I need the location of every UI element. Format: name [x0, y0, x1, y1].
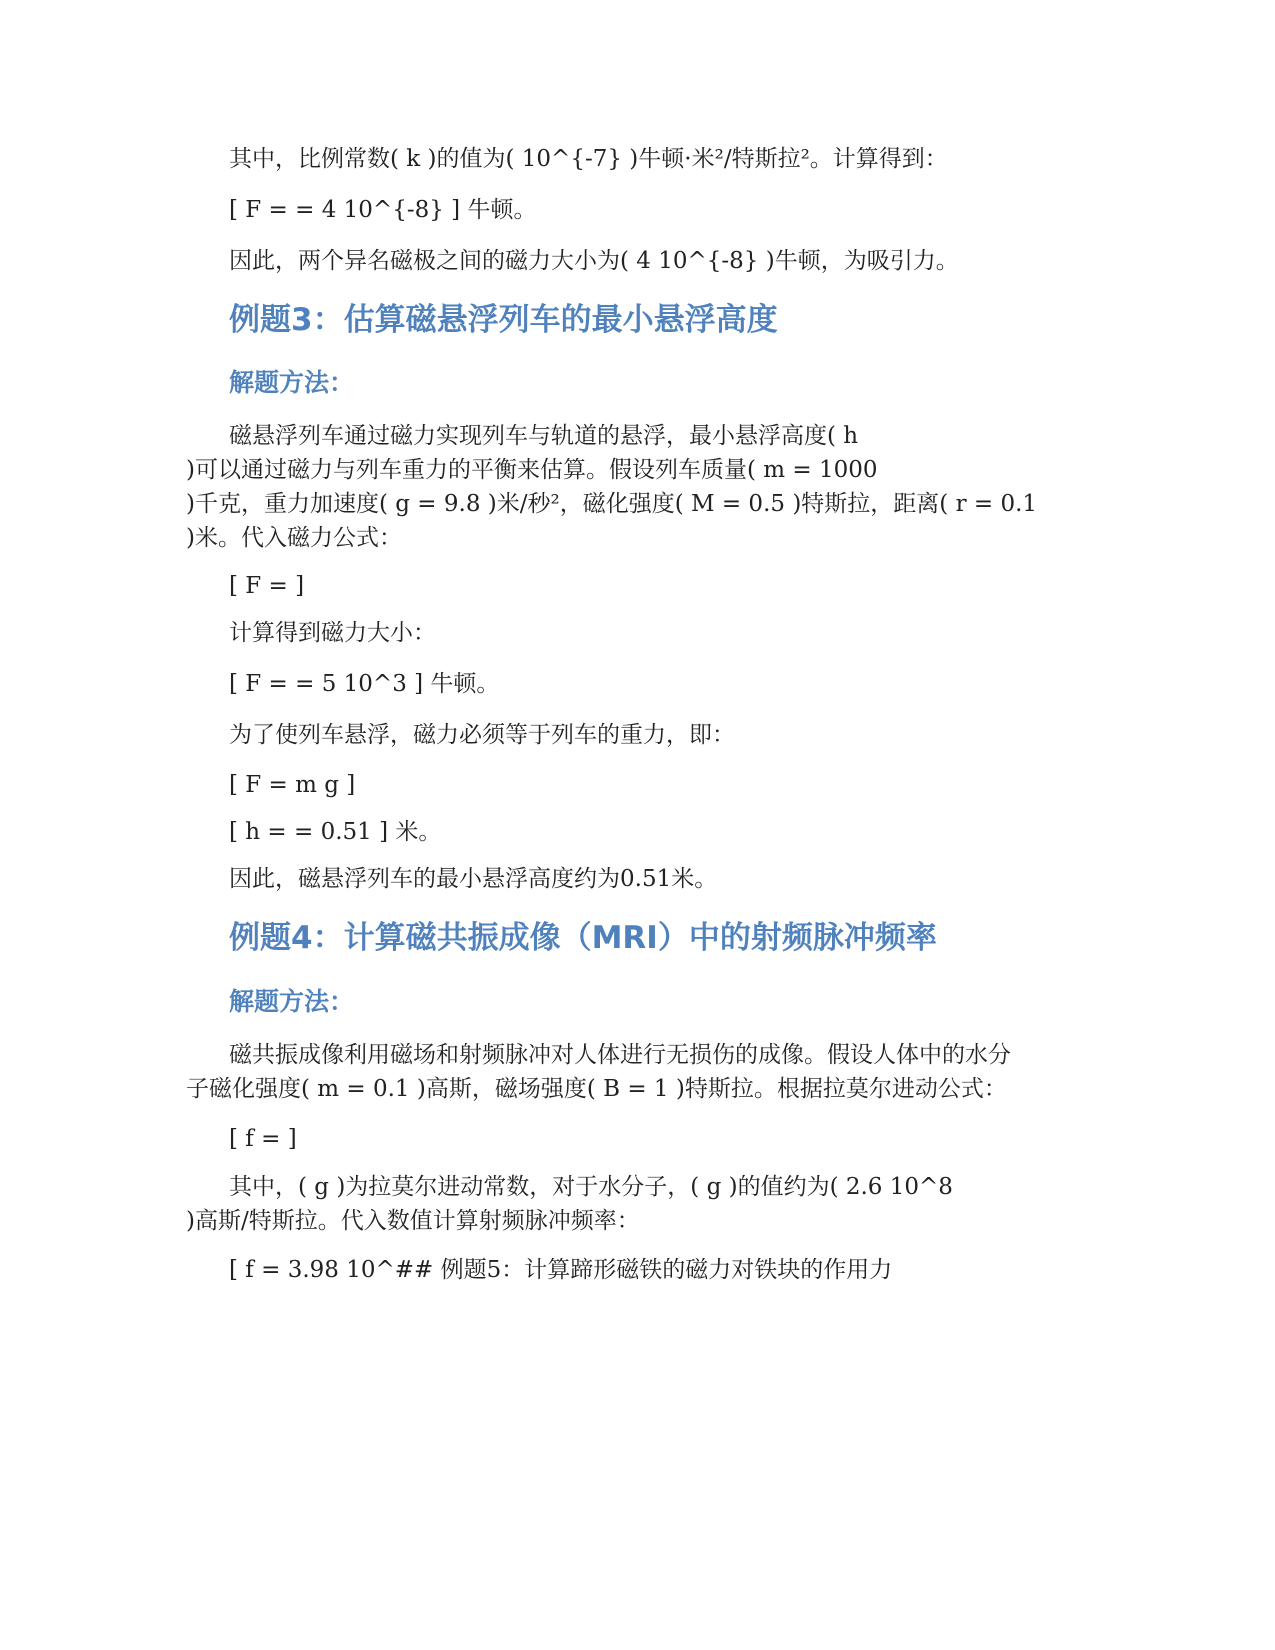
formula-frequency-expression: [ f = ]	[229, 1126, 297, 1152]
paragraph-gamma-line-1: 其中，( g )为拉莫尔进动常数，对于水分子，( g )的值约为( 2.6 10^8	[229, 1174, 953, 1200]
formula-force-result: [ F = = 4 10^{-8} ] 牛顿。	[229, 197, 537, 223]
heading-example-4: 例题4：计算磁共振成像（MRI）中的射频脉冲频率	[229, 920, 937, 956]
paragraph-mri-line-1: 磁共振成像利用磁场和射频脉冲对人体进行无损伤的成像。假设人体中的水分	[229, 1042, 1011, 1068]
formula-height-value: [ h = = 0.51 ] 米。	[229, 819, 442, 845]
formula-force-equals-mg: [ F = m g ]	[229, 772, 356, 798]
formula-force-expression: [ F = ]	[229, 573, 305, 599]
paragraph-conclusion-attraction: 因此，两个异名磁极之间的磁力大小为( 4 10^{-8} )牛顿，为吸引力。	[229, 248, 959, 274]
paragraph-maglev-line-2: )可以通过磁力与列车重力的平衡来估算。假设列车质量( m = 1000	[186, 457, 878, 483]
formula-force-value: [ F = = 5 10^3 ] 牛顿。	[229, 671, 500, 697]
subheading-method-3: 解题方法：	[229, 368, 355, 397]
paragraph-gamma-line-2: )高斯/特斯拉。代入数值计算射频脉冲频率：	[186, 1208, 640, 1234]
paragraph-k-constant: 其中，比例常数( k )的值为( 10^{-7} )牛顿·米²/特斯拉²。计算得到：	[229, 146, 948, 172]
paragraph-height-conclusion: 因此，磁悬浮列车的最小悬浮高度约为0.51米。	[229, 866, 718, 892]
paragraph-maglev-line-1: 磁悬浮列车通过磁力实现列车与轨道的悬浮，最小悬浮高度( h	[229, 423, 859, 449]
paragraph-levitation-condition: 为了使列车悬浮，磁力必须等于列车的重力，即：	[229, 722, 735, 748]
paragraph-calc-force: 计算得到磁力大小：	[229, 620, 436, 646]
subheading-method-4: 解题方法：	[229, 987, 355, 1016]
paragraph-mri-line-2: 子磁化强度( m = 0.1 )高斯，磁场强度( B = 1 )特斯拉。根据拉莫尔进动公式：	[186, 1076, 1007, 1102]
heading-example-3: 例题3：估算磁悬浮列车的最小悬浮高度	[229, 302, 778, 338]
paragraph-maglev-line-3: )千克，重力加速度( g = 9.8 )米/秒²，磁化强度( M = 0.5 )特斯拉，距离( r = 0.1	[186, 491, 1038, 517]
formula-frequency-value: [ f = 3.98 10^## 例题5：计算蹄形磁铁的磁力对铁块的作用力	[229, 1257, 893, 1283]
paragraph-maglev-line-4: )米。代入磁力公式：	[186, 525, 402, 551]
